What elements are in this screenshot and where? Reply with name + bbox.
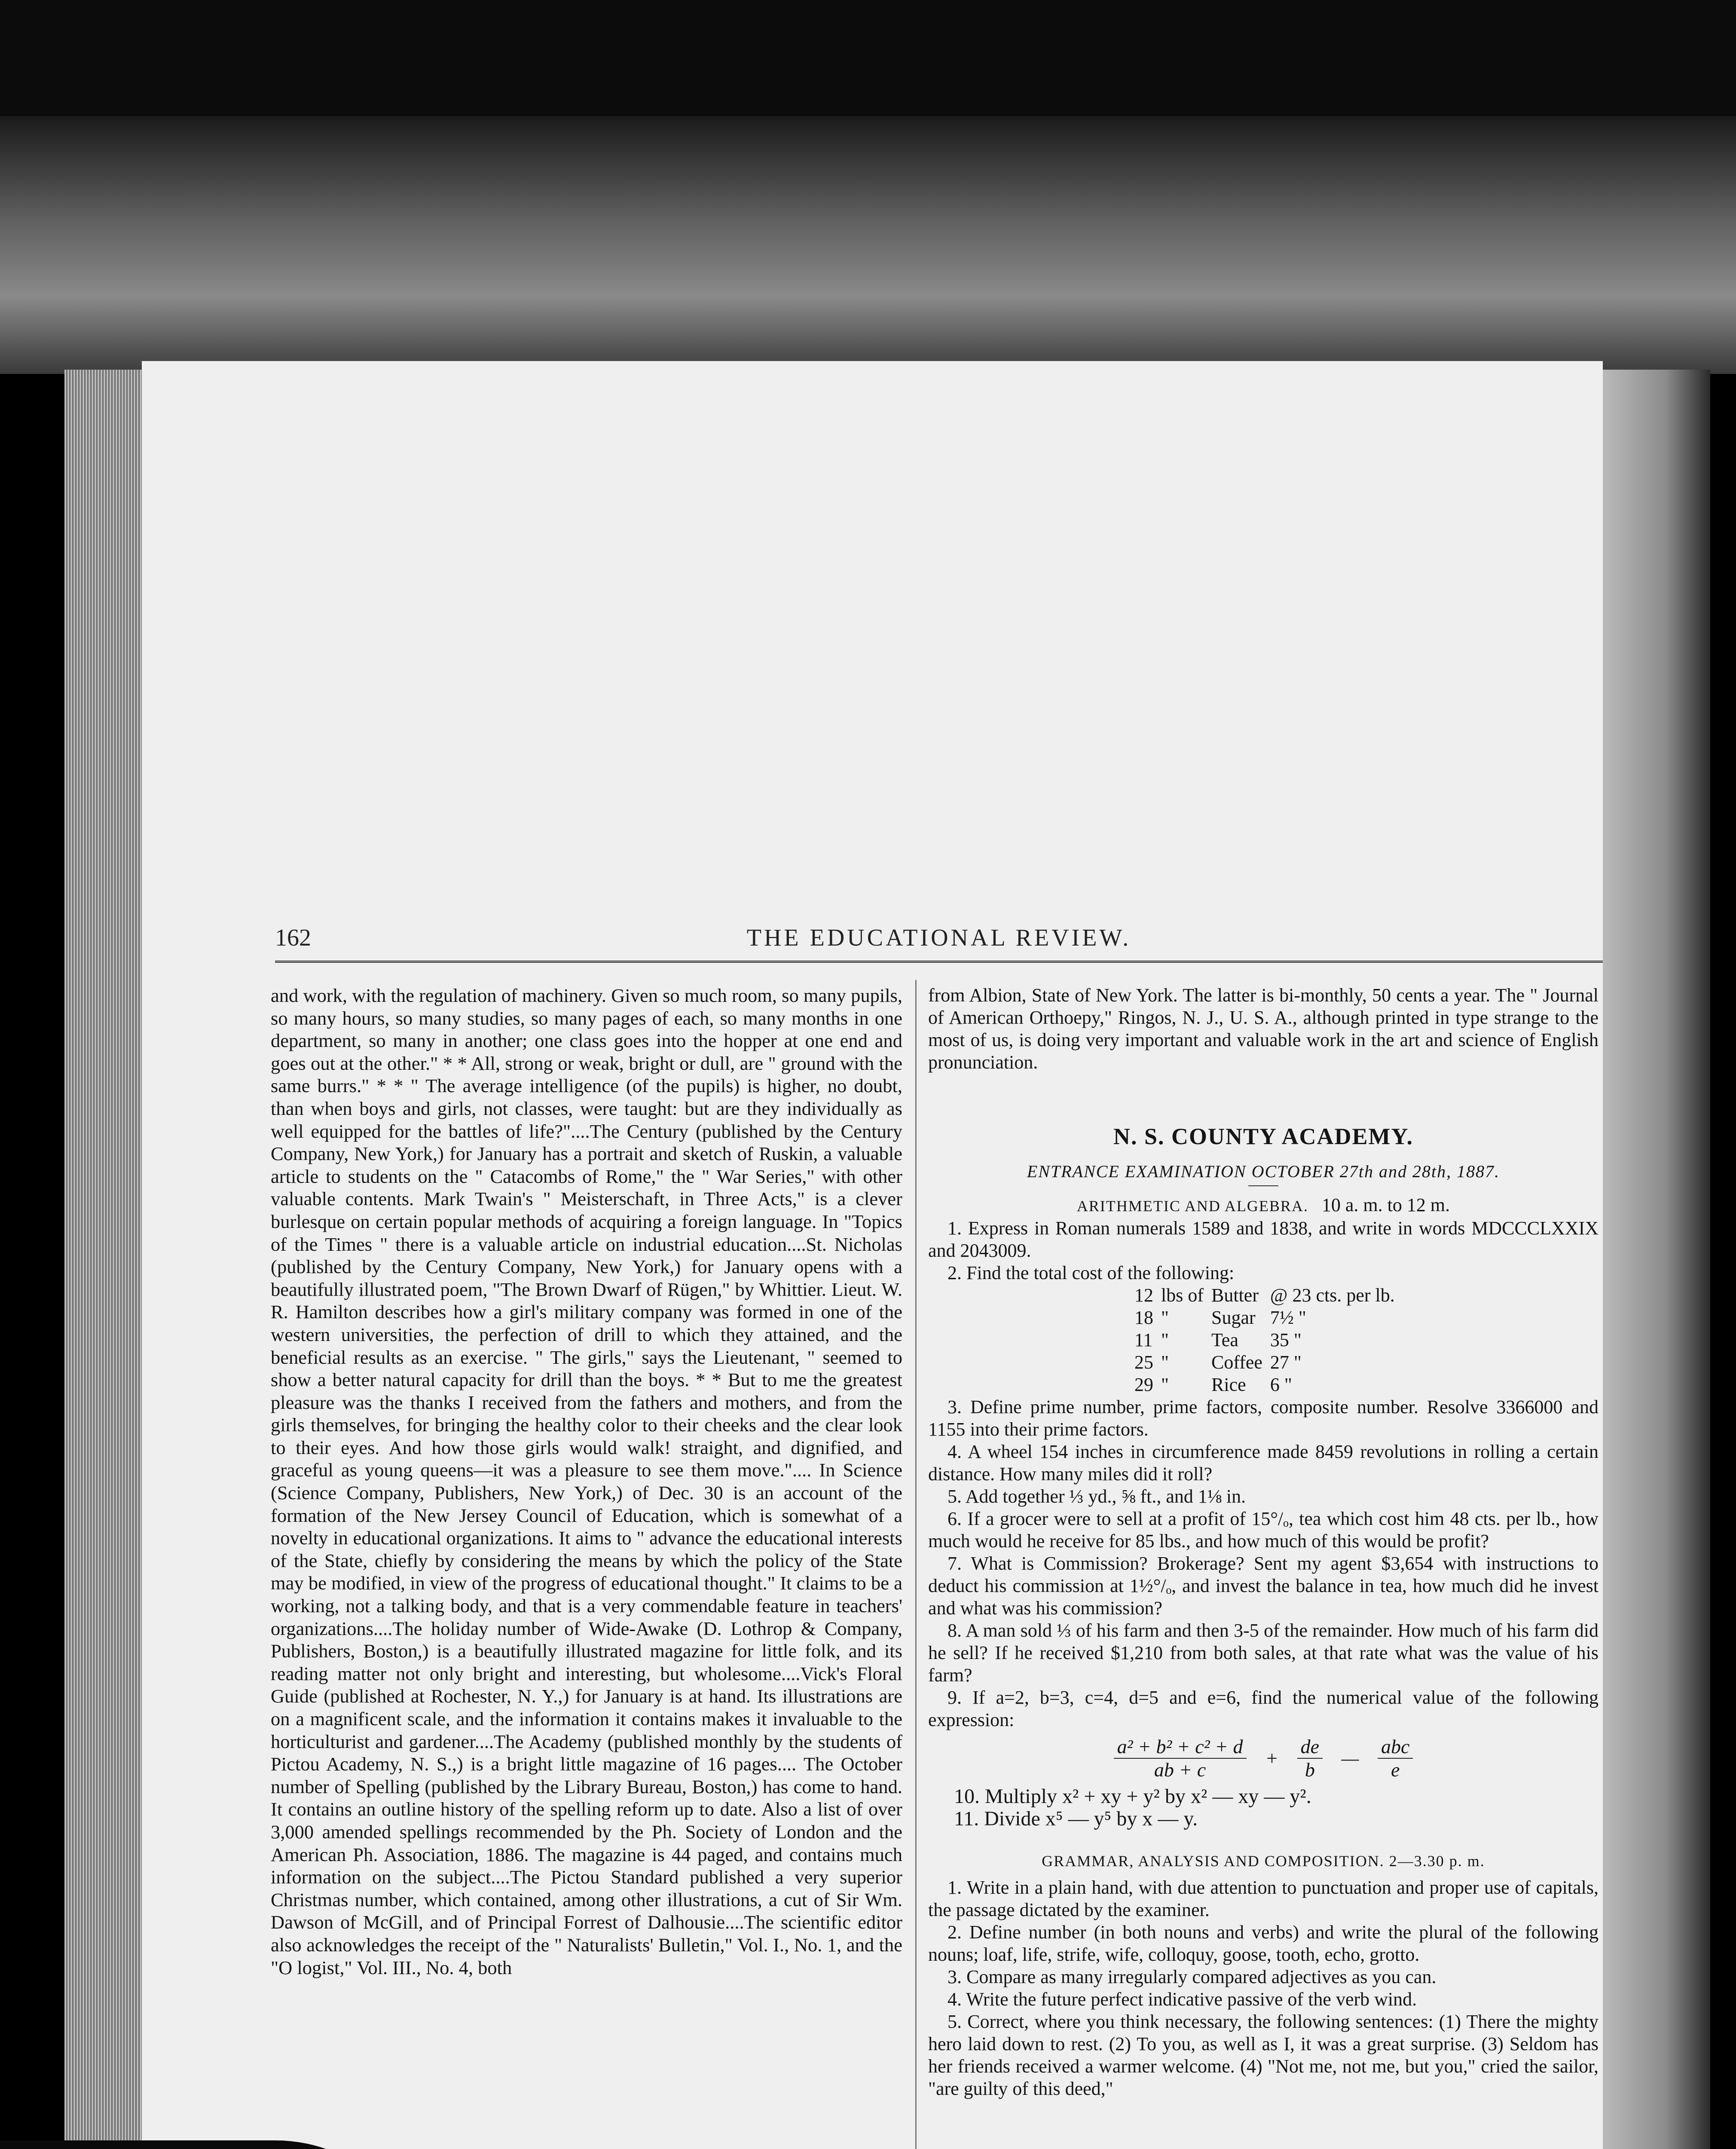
header-rule: [275, 961, 1603, 963]
arithmetic-heading: [928, 1194, 1598, 1217]
question-5: 5. Add together ⅓ yd., ⅝ ft., and 1⅛ in.: [947, 1486, 1246, 1507]
question-10: 10. Multiply x² + xy + y² by x² — xy — y².: [954, 1785, 1311, 1808]
film-band: [0, 116, 1736, 374]
page-gutter-shadow: [1598, 370, 1710, 2149]
academy-title: N. S. COUNTY ACADEMY.: [1113, 1123, 1414, 1149]
journal-title: THE EDUCATIONAL REVIEW.: [746, 924, 1131, 951]
left-column: [271, 984, 902, 1979]
grammar-question-2: 2. Define number (in both nouns and verbs) and write the plural of the following nouns; loaf, life, strife, wife, colloquy, goose, tooth, echo, grotto.: [928, 1922, 1598, 1965]
question-11: 11. Divide x⁵ — y⁵ by x — y.: [954, 1807, 1198, 1830]
short-rule: [1248, 1185, 1278, 1186]
grammar-heading: GRAMMAR, ANALYSIS AND COMPOSITION. 2—3.30 p. m.: [1042, 1852, 1485, 1870]
fraction-1: $\frac{\text{a² + b² + c² + d}}{ab + c}$: [1114, 1736, 1247, 1781]
fraction-2: $\frac{de}{b}$: [1297, 1736, 1323, 1781]
grammar-question-1: 1. Write in a plain hand, with due attention to punctuation and proper use of capitals, the passage dictated by the examiner.: [928, 1877, 1598, 1920]
page-header: [275, 924, 1603, 958]
continuation-text: from Albion, State of New York. The latter is bi-monthly, 50 cents a year. The " Journal of American Orthoepy," Ringos, N. J., U. S. A., although printed in type strange to the most of us, is doing very important and valuable work in the art and science of English pronunciation.: [928, 985, 1598, 1073]
table-row: 11 " Tea 35 ": [1134, 1329, 1302, 1350]
right-column: [928, 984, 1598, 2100]
table-row: 12 lbs of Butter @ 23 cts. per lb.: [1134, 1285, 1395, 1306]
table-row: 18 " Sugar 7½ ": [1134, 1307, 1306, 1328]
film-border-top: [0, 0, 1736, 116]
table-row: 29 " Rice 6 ": [1134, 1374, 1292, 1395]
book-page: [142, 361, 1603, 2149]
question-9: 9. If a=2, b=3, c=4, d=5 and e=6, find the numerical value of the following expression:: [928, 1687, 1598, 1730]
grammar-question-5: 5. Correct, where you think necessary, the following sentences: (1) There the mighty hero laid down to rest. (2) To you, as well as I, it was a great surprise. (3) Seldom has her friends received a warmer welcome. (4) "Not me, not me, but you," cried the sailor, "are guilty of this deed,": [928, 2011, 1598, 2099]
question-2: 2. Find the total cost of the following:: [947, 1262, 1235, 1283]
question-7: 7. What is Commission? Brokerage? Sent my agent $3,654 with instructions to deduct his commission at 1½°/ₒ, and invest the balance in tea, how much did he invest and what was his commission?: [928, 1553, 1598, 1619]
question-8: 8. A man sold ⅓ of his farm and then 3-5 of the remainder. How much of his farm did he sell? If he received $1,210 from both sales, at that rate what was the value of his farm?: [928, 1620, 1598, 1686]
column-divider: [915, 980, 917, 2149]
algebra-expression: [928, 1736, 1598, 1781]
grammar-question-4: 4. Write the future perfect indicative passive of the verb wind.: [947, 1989, 1417, 2010]
question-6: 6. If a grocer were to sell at a profit of 15°/ₒ, tea which cost him 48 cts. per lb., how much would he receive for 85 lbs., and how much of this would be profit?: [928, 1508, 1598, 1552]
plus-sign: +: [1265, 1747, 1279, 1769]
grocery-table: [1134, 1284, 1403, 1396]
table-row: 25 " Coffee 27 ": [1134, 1352, 1302, 1373]
question-3: 3. Define prime number, prime factors, composite number. Resolve 3366000 and 1155 into their prime factors.: [928, 1396, 1598, 1440]
minus-sign: —: [1341, 1747, 1359, 1769]
book-page-edges: [64, 370, 150, 2149]
question-4: 4. A wheel 154 inches in circumference made 8459 revolutions in rolling a certain distance. How many miles did it roll?: [928, 1441, 1598, 1485]
question-1: 1. Express in Roman numerals 1589 and 1838, and write in words MDCCCLXXIX and 2043009.: [928, 1218, 1598, 1261]
fraction-3: $\frac{\text{abc}}{e}$: [1378, 1736, 1413, 1781]
exam-date-line: ENTRANCE EXAMINATION OCTOBER 27th and 28th, 1887.: [1027, 1162, 1500, 1181]
arithmetic-heading-time: 10 a. m. to 12 m.: [1321, 1194, 1450, 1215]
arithmetic-heading-label: ARITHMETIC AND ALGEBRA.: [1076, 1197, 1308, 1215]
grammar-question-3: 3. Compare as many irregularly compared adjectives as you can.: [947, 1966, 1436, 1987]
left-column-text: and work, with the regulation of machinery. Given so much room, so many pupils, so many hours, so many studies, so many pages of each, so many months in one department, so many in another; one class goes into the hopper at one end and goes out at the other." * * All, strong or weak, bright or dull, are " ground with the same burrs." * * " The average intelligence (of the pupils) is higher, no doubt, than when boys and girls, not classes, were taught: but are they individually as well equipped for the battles of life?"....The Century (published by the Century Company, New York,) for January has a portrait and sketch of Ruskin, a valuable article to students on the " Catacombs of Rome," the " War Series," with other valuable contents. Mark Twain's " Meisterschaft, in Three Acts," is a clever burlesque on certain popular methods of acquiring a foreign language. In "Topics of the Times " there is a valuable article on industrial education....St. Nicholas (published by the Century Company, New York,) for January opens with a beautifully illustrated poem, "The Brown Dwarf of Rügen," by Whittier. Lieut. W. R. Hamilton describes how a girl's military company was formed in one of the western universities, the perfection of drill to which they attained, and the beneficial results as an exercise. " The girls," says the Lieutenant, " seemed to show a better natural capacity for drill than the boys. * * But to me the greatest pleasure was the thanks I received from the fathers and mothers, and from the girls themselves, for bringing the healthy color to their cheeks and the clear look to their eyes. And how those girls would walk! straight, and dignified, and graceful as young queens—it was a pleasure to see them move.".... In Science (Science Company, Publishers, New York,) of Dec. 30 is an account of the formation of the New Jersey Council of Education, which is somewhat of a novelty in educational organizations. It aims to " advance the educational interests of the State, chiefly by considering the means by which the policy of the State may be modified, in view of the progress of educational thought." It claims to be a working, not a talking body, and that is a very commendable feature in teachers' organizations....The holiday number of Wide-Awake (D. Lothrop & Company, Publishers, Boston,) is a beautifully illustrated magazine for little folk, and its reading matter not only bright and interesting, but wholesome....Vick's Floral Guide (published at Rochester, N. Y.,) for January is at hand. Its illustrations are on a magnificent scale, and the information it contains makes it invaluable to the horticulturist and gardener....The Academy (published monthly by the students of Pictou Academy, N. S.,) is a bright little magazine of 16 pages.... The October number of Spelling (published by the Library Bureau, Boston,) has come to hand. It contains an outline history of the spelling reform up to date. Also a list of over 3,000 amended spellings recommended by the Ph. Society of London and the American Ph. Association, 1886. The magazine is 44 paged, and contains much information on the subject....The Pictou Standard published a very superior Christmas number, which contained, among other illustrations, a cut of Sir Wm. Dawson of McGill, and of Principal Forrest of Dalhousie....The scientific editor also acknowledges the receipt of the " Naturalists' Bulletin," Vol. I., No. 1, and the "O logist," Vol. III., No. 4, both: [271, 985, 902, 1978]
page-number: 162: [275, 924, 311, 951]
